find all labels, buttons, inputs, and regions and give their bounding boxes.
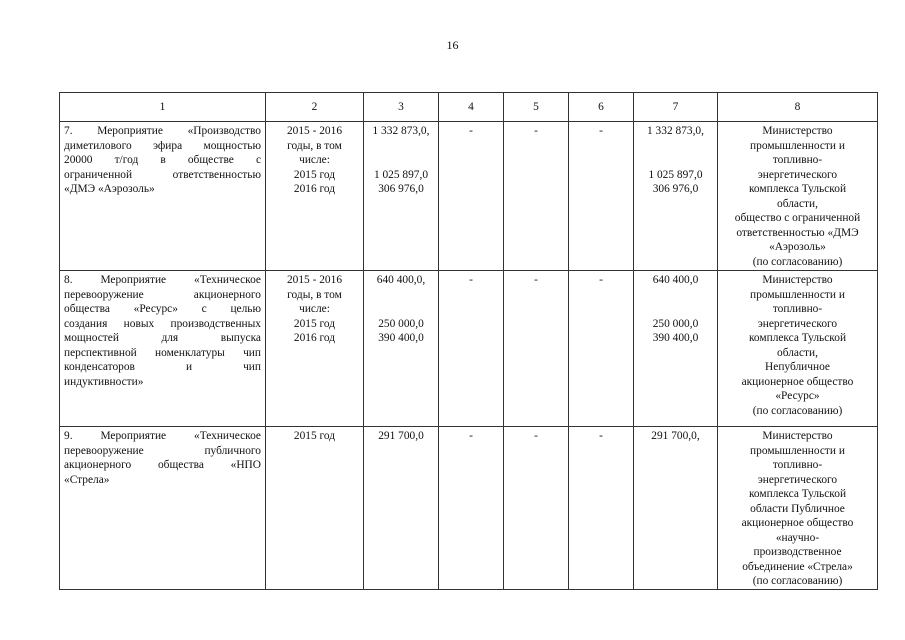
executor-line: ответственностью «ДМЭ — [736, 226, 859, 239]
total-cell — [364, 427, 439, 590]
executor-line: комплекса Тульской — [748, 183, 847, 195]
executor-cell — [718, 122, 878, 271]
total-value: 1 332 873,0, — [372, 125, 430, 137]
period-line: 2015 - 2016 — [286, 125, 343, 137]
executor-line: топливно- — [772, 303, 823, 315]
period-cell — [266, 271, 364, 427]
header-cell-8: 8 — [718, 93, 878, 122]
measure-line: 7. Мероприятие «Производство — [64, 125, 261, 137]
measure-line: «ДМЭ «Аэрозоль» — [64, 183, 155, 195]
total-2016-value: 306 976,0 — [378, 183, 424, 195]
header-cell-5: 5 — [504, 93, 569, 122]
executor-line: (по согласованию) — [752, 404, 843, 417]
total-2015-value: 1 025 897,0 — [373, 168, 429, 181]
executor-line: производственное — [753, 546, 842, 558]
executor-line: энергетического — [757, 317, 838, 330]
executor-cell — [718, 271, 878, 427]
col6-cell: - — [569, 122, 634, 271]
col7-2015-value: 1 025 897,0 — [648, 168, 703, 181]
col6-cell: - — [569, 271, 634, 427]
executor-line: (по согласованию) — [752, 255, 843, 268]
measure-line: «Стрела» — [64, 473, 110, 486]
measure-line: 20000 т/год в обществе с — [64, 154, 261, 166]
measure-line: мощностей для выпуска — [64, 332, 261, 344]
header-cell-2: 2 — [266, 93, 364, 122]
executor-line: промышленности и — [750, 444, 845, 457]
measure-line: общества «Ресурс» с целью — [64, 303, 261, 315]
period-line: годы, в том — [287, 139, 342, 152]
executor-cell — [718, 427, 878, 590]
period-line: 2015 год — [293, 168, 336, 181]
measure-line: диметилового эфира мощностью — [64, 139, 261, 152]
col5-cell: - — [504, 122, 569, 271]
executor-line: «научно- — [775, 531, 820, 544]
period-line: 2016 год — [293, 332, 336, 344]
col6-cell: - — [569, 427, 634, 590]
executor-line: комплекса Тульской — [748, 332, 847, 344]
measure-line: перевооружение акционерного — [64, 288, 261, 301]
header-row — [60, 93, 878, 122]
total-value: 640 400,0, — [376, 274, 426, 286]
measure-line: 8. Мероприятие «Техническое — [64, 274, 261, 286]
col7-cell — [634, 122, 718, 271]
measure-line: ограниченной ответственностью — [64, 168, 261, 181]
total-cell — [364, 271, 439, 427]
header-cell-4: 4 — [439, 93, 504, 122]
header-cell-6: 6 — [569, 93, 634, 122]
table-row — [60, 427, 878, 590]
executor-line: (по согласованию) — [752, 575, 843, 587]
header-cell-3: 3 — [364, 93, 439, 122]
col7-2016-value: 390 400,0 — [652, 332, 699, 344]
period-line: числе: — [299, 303, 330, 315]
measure-line: создания новых производственных — [64, 317, 261, 330]
executor-line: комплекса Тульской — [748, 488, 847, 500]
period-line: 2015 год — [293, 317, 336, 330]
table-row — [60, 122, 878, 271]
table-row — [60, 271, 878, 427]
measure-line: индуктивности» — [64, 375, 144, 388]
page-number: 16 — [446, 38, 459, 52]
period-line: числе: — [299, 154, 330, 166]
period-line: годы, в том — [287, 288, 342, 301]
col7-value: 1 332 873,0, — [647, 125, 704, 137]
total-2015-value: 250 000,0 — [378, 317, 424, 330]
executor-line: области Публичное — [750, 502, 845, 515]
executor-line: топливно- — [772, 154, 823, 166]
program-table — [59, 92, 878, 590]
measure-line: акционерного общества «НПО — [64, 459, 261, 471]
executor-line: общество с ограниченной — [734, 212, 861, 224]
executor-line: «Аэрозоль» — [769, 241, 826, 253]
executor-line: Непубличное — [765, 361, 830, 373]
measure-line: перевооружение публичного — [64, 444, 261, 457]
period-line: 2015 год — [293, 430, 336, 442]
total-2016-value: 390 400,0 — [378, 332, 424, 344]
period-line: 2015 - 2016 — [286, 274, 343, 286]
executor-line: промышленности и — [750, 139, 845, 152]
total-value: 291 700,0 — [378, 430, 424, 442]
header-cell-7: 7 — [634, 93, 718, 122]
total-cell — [364, 122, 439, 271]
executor-line: топливно- — [772, 459, 823, 471]
col4-cell: - — [439, 427, 504, 590]
col7-2016-value: 306 976,0 — [652, 183, 699, 195]
measure-cell — [60, 271, 266, 427]
executor-line: акционерное общество — [741, 517, 854, 529]
executor-line: энергетического — [757, 168, 838, 181]
header-cell-1: 1 — [60, 93, 266, 122]
period-cell — [266, 427, 364, 590]
col7-cell — [634, 271, 718, 427]
measure-line: 9. Мероприятие «Техническое — [64, 430, 261, 442]
executor-line: энергетического — [757, 473, 838, 486]
executor-line: объединение «Стрела» — [742, 560, 853, 573]
col4-cell: - — [439, 271, 504, 427]
col7-value: 291 700,0, — [651, 430, 700, 442]
executor-line: промышленности и — [750, 288, 845, 301]
measure-cell — [60, 122, 266, 271]
executor-line: «Ресурс» — [775, 390, 820, 402]
period-cell — [266, 122, 364, 271]
col4-cell: - — [439, 122, 504, 271]
col7-2015-value: 250 000,0 — [652, 317, 699, 330]
executor-line: акционерное общество — [741, 375, 854, 388]
measure-line: перспективной номенклатуры чип — [64, 346, 261, 359]
col5-cell: - — [504, 271, 569, 427]
executor-line: Министерство — [762, 430, 833, 442]
measure-cell — [60, 427, 266, 590]
col5-cell: - — [504, 427, 569, 590]
period-line: 2016 год — [293, 183, 336, 195]
executor-line: области, — [777, 346, 818, 359]
executor-line: Министерство — [762, 274, 833, 286]
executor-line: области, — [777, 197, 818, 210]
col7-value: 640 400,0 — [652, 274, 699, 286]
executor-line: Министерство — [762, 125, 833, 137]
measure-line: конденсаторов и чип — [64, 361, 261, 373]
col7-cell — [634, 427, 718, 590]
